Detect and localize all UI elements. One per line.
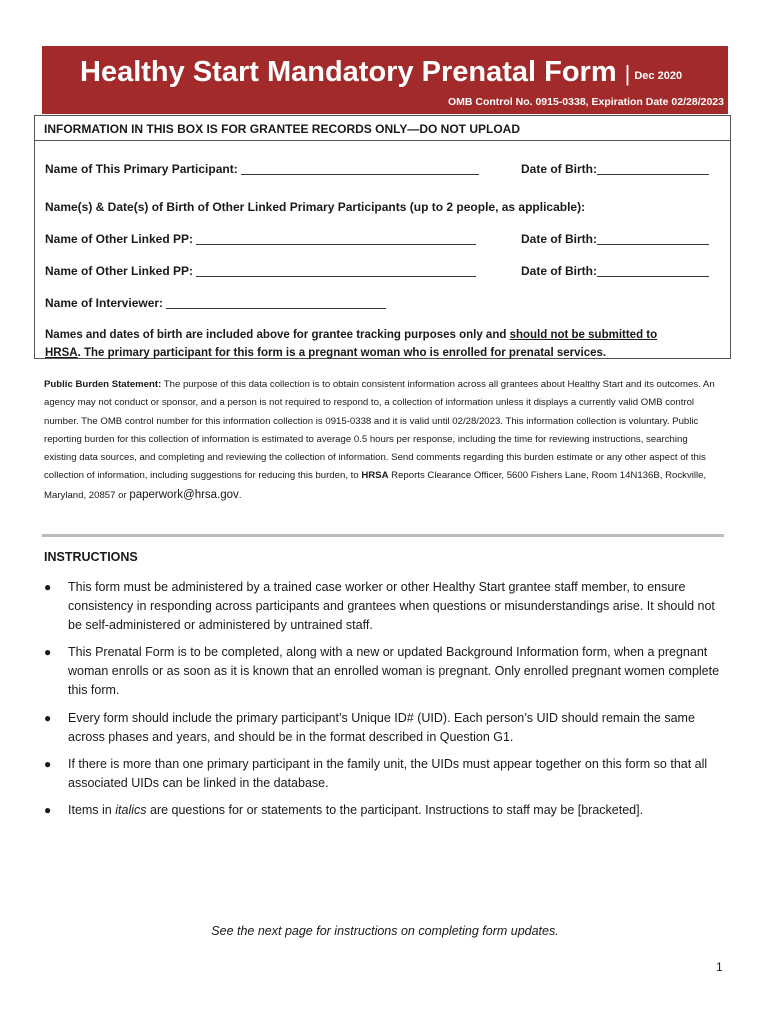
linked-participants-heading: Name(s) & Date(s) of Birth of Other Linked Primary Participants (up to 2 people, as applicable): (45, 200, 586, 214)
public-burden-statement: Public Burden Statement: The purpose of this data collection is to obtain consistent information across all grantees about Healthy Start and its outcomes. An agency may not conduct or sponsor, and a person is not required to respond to, a collection of information unless it displays a currently valid OMB control number. The OMB control number for this information collection is 0915-0338 and it is valid until 02/28/2023. This information collection is voluntary. Public reporting burden for this collection of information is estimated to average 0.5 hours per response, including the time for reviewing instructions, searching existing data sources, and completing and reviewing the collection of information. Send comments regarding this burden estimate or any other aspect of this collection of information, including suggestions for reducing this burden, to HRSA Reports Clearance Officer, 5600 Fishers Lane, Room 14N136B, Rockville, Maryland, 20857 or paperwork@hrsa.gov. (44, 379, 715, 501)
instructions-heading: INSTRUCTIONS (44, 550, 138, 564)
linked-pp-blank-1[interactable] (196, 232, 476, 245)
list-item: ● This form must be administered by a trained case worker or other Healthy Start grantee staff member, to ensure consistency in responding across participants and grantees when questions or misunderstandings arise. It should not be self-administered or administered by untrained staff. (44, 580, 715, 632)
bullet-icon: ● (44, 803, 52, 817)
bullet-icon: ● (44, 711, 52, 725)
bullet-icon: ● (44, 757, 52, 771)
linked-pp-blank-2[interactable] (196, 264, 476, 277)
form-date: Dec 2020 (634, 70, 683, 82)
linked-dob-blank-2[interactable] (597, 264, 709, 277)
linked-dob-field-2: Date of Birth: (521, 264, 709, 278)
interviewer-field: Name of Interviewer: (45, 296, 386, 310)
contact-email-link[interactable]: paperwork@hrsa.gov (129, 488, 239, 501)
list-item: ● Items in italics are questions for or statements to the participant. Instructions to staff may be [bracketed]. (44, 801, 643, 820)
grantee-records-box (34, 115, 731, 359)
section-divider (42, 534, 724, 537)
grantee-box-note: Names and dates of birth are included above for grantee tracking purposes only and should not be submitted to HRSA. The primary participant for this form is a pregnant woman who is enrolled for prenatal services. (45, 329, 658, 359)
burden-label: Public Burden Statement: (44, 379, 162, 390)
header-banner (42, 46, 728, 114)
primary-participant-blank[interactable] (241, 162, 479, 175)
linked-dob-field-1: Date of Birth: (521, 232, 709, 246)
bullet-icon: ● (44, 580, 52, 594)
linked-pp-field-2: Name of Other Linked PP: (45, 264, 476, 278)
primary-dob-blank[interactable] (597, 162, 709, 175)
list-item: ● This Prenatal Form is to be completed, along with a new or updated Background Information form, when a pregnant woman enrolls or as soon as it is known that an enrolled woman is pregnant. Only enrolled pregnant women complete this form. (44, 645, 720, 697)
next-page-note: See the next page for instructions on completing form updates. (211, 924, 559, 938)
linked-pp-field-1: Name of Other Linked PP: (45, 232, 476, 246)
list-item: ● Every form should include the primary participant’s Unique ID# (UID). Each person’s UID should remain the same across phases and years, and should be in the format described in Question G1. (44, 711, 695, 744)
form-title: Healthy Start Mandatory Prenatal Form | Dec 2020 (80, 56, 683, 88)
list-item: ● If there is more than one primary participant in the family unit, the UIDs must appear together on this form so that all associated UIDs can be linked in the database. (44, 757, 708, 790)
bullet-icon: ● (44, 645, 52, 659)
hrsa-label: HRSA (361, 470, 389, 482)
linked-dob-blank-1[interactable] (597, 232, 709, 245)
interviewer-blank[interactable] (166, 296, 386, 309)
page-number: 1 (716, 960, 723, 974)
grantee-box-heading: INFORMATION IN THIS BOX IS FOR GRANTEE RECORDS ONLY—DO NOT UPLOAD (35, 116, 730, 141)
title-separator: | (624, 61, 631, 86)
omb-control-number: OMB Control No. 0915-0338, Expiration Date 02/28/2023 (447, 96, 724, 108)
primary-dob-field: Date of Birth: (521, 162, 709, 176)
primary-participant-field: Name of This Primary Participant: (45, 162, 479, 176)
